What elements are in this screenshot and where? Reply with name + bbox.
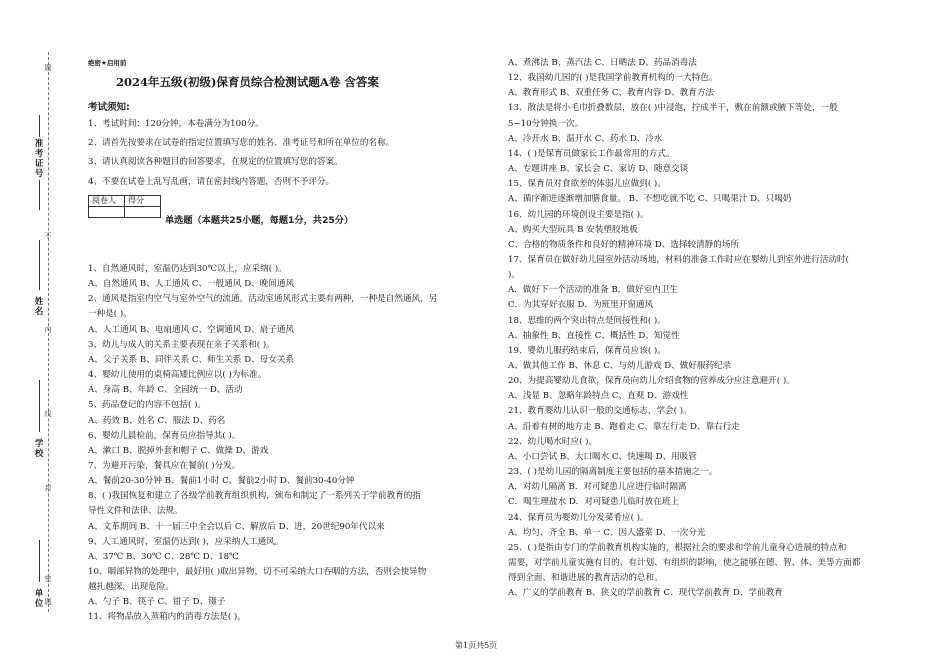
- grader-table: [88, 195, 161, 218]
- exam-number-label: 准考证号: [34, 138, 44, 178]
- seal-mark: 题: [44, 598, 52, 606]
- question-line: A、小口尝试 B、大口喝水 C、快速喝 D、用吸管: [508, 451, 697, 462]
- notice-item: 4、不要在试卷上乱写乱画，请在密封线内答题，否则不予评分。: [88, 177, 335, 187]
- unit-label: 单位: [34, 588, 44, 608]
- question-line: A．做好下一个活动的准备 B．做好室内卫生: [508, 285, 678, 296]
- score-label: 得分: [125, 196, 161, 207]
- question-line: A、循序渐进逐渐增加膳食量。 B、不想吃就不吃 C、只喝果汁 D、只喝奶: [508, 194, 792, 205]
- name-label: 姓名: [34, 296, 44, 316]
- question-line: A、餐前20-30分钟 B、餐前1小时 C、餐前2小时 D、餐前30-40分钟: [88, 476, 355, 487]
- question-line: 5~10分钟换一次。: [508, 118, 584, 129]
- exam-number-field[interactable]: [39, 115, 40, 137]
- question-line: A、抽象性 B、直接性 C、概括性 D、知觉性: [508, 330, 680, 341]
- seal-mark: 密: [44, 575, 52, 583]
- question-line: A、广义的学前教育 B、狭义的学前教育 C、现代学前教育 D、学前教育: [508, 588, 783, 599]
- question-line: A、文革期间 B、十一届三中全会以后 C、解放后 D、进，20世纪90年代以来: [88, 521, 385, 532]
- question-line: 23、( )是幼儿园的隔离制度主要包括的基本措施之一。: [508, 467, 718, 478]
- question-line: 25、( )是指由专门的学前教育机构实施的，根据社会的要求和学前儿童身心进展的特点和: [508, 542, 847, 553]
- seal-mark: 不: [44, 232, 52, 240]
- question-line: 11、将物品放入蒸箱内的消毒方法是( )。: [88, 612, 246, 623]
- notice-heading: 考试须知:: [88, 102, 130, 113]
- notice-item: 3、请认真阅读各种题目的回答要求，在规定的位置填写您的答案。: [88, 157, 343, 167]
- question-line: A、沿着有树的地方走 B、跑着走 C、靠左行走 D、靠右行走: [508, 421, 740, 432]
- question-line: 1、自然通风时，室温仍达到30℃以上，应采纳( )。: [88, 264, 287, 274]
- question-line: 导性文件和法律、法规。: [88, 506, 183, 517]
- question-line: 13、散法是将小毛巾折叠数层，放在( )中浸泡，拧成半干，敷在前额或腋下等处，一般: [508, 103, 838, 114]
- question-line: A、均匀、齐全 B、单一 C、因人盛菜 D、一次分光: [508, 527, 706, 538]
- question-line: C、合格的物质条件和良好的精神环境 D、选择较清静的场所: [508, 239, 740, 250]
- question-line: A、冷开水 B、温开水 C、药水 D、冷水: [508, 133, 663, 144]
- question-line: 4、婴幼儿使用的桌椅高矮比例应以( )为标准。: [88, 370, 267, 381]
- page-title: 2024年五级(初级)保育员综合检测试题A卷 含答案: [116, 75, 379, 89]
- question-line: A、专题讲座 B、家长会 C、家访 D、随意交谈: [508, 164, 689, 175]
- question-line: A、药效 B、姓名 C、服法 D、药名: [88, 415, 226, 426]
- question-line: A、浅显 B、忽略年龄特点 C、直观 D、游戏性: [508, 391, 689, 402]
- question-line: A、自然通风 B、人工通风 C、一般通风 D、晚间通风: [88, 279, 295, 290]
- exam-number-field-lower[interactable]: [39, 180, 40, 210]
- question-line: 2、通风是指室内空气与室外空气的流通。活动室通风形式主要有两种，一种是自然通风，另: [88, 294, 438, 305]
- page-footer: 第1页共5页: [455, 641, 498, 650]
- question-line: )。: [508, 270, 520, 281]
- question-line: 21、教育婴幼儿认识一般的交通标志，学会( )。: [508, 406, 692, 417]
- question-line: 3、幼儿与成人的关系主要表现在亲子关系和( )。: [88, 339, 275, 350]
- question-line: 一种是( )。: [88, 309, 132, 320]
- question-line: 20、为提高婴幼儿食欲，保育员向幼儿介绍食物的营养成分应注意避开( )。: [508, 376, 795, 387]
- question-line: C．为其穿好衣服 D．为班里开窗通风: [508, 300, 654, 311]
- question-line: A、勺子 B、筷子 C、钳子 D、镊子: [88, 597, 226, 608]
- question-line: 得到全面、和谐进展的教育活动的总和。: [508, 573, 663, 584]
- question-line: 15、保育员对食欲差的体弱儿应做到( )。: [508, 179, 666, 190]
- question-line: A、身高 B、年龄 C、全园统一 D、活动: [88, 385, 243, 396]
- seal-mark: 题: [44, 64, 52, 72]
- seal-mark: 线: [44, 410, 52, 418]
- question-line: 12、我国幼儿园的( )是我国学前教育机构的一大特色。: [508, 73, 718, 84]
- question-line: 需要，对学前儿童实施有目的、有计划、有组织的影响，使之能够在德、智、体、美等方面都: [508, 557, 861, 568]
- question-line: 5、药品登记的内容不包括( )。: [88, 400, 207, 411]
- question-line: A、购买大型玩具 B 安装塑胶地板: [508, 224, 638, 235]
- question-line: A、37℃ B、30℃ C、28℃ D、18℃: [88, 551, 239, 562]
- question-line: A、父子关系 B、同伴关系 C、师生关系 D、母女关系: [88, 354, 295, 365]
- unit-field[interactable]: [39, 540, 40, 582]
- seal-mark: 内: [44, 326, 52, 334]
- question-line: 14、( )是保育员做家长工作最常用的方式。: [508, 148, 675, 159]
- question-line: 6、婴幼儿晨检前，保育员应指导其( )。: [88, 430, 241, 441]
- question-line: 18、思维的两个突出特点是间接性和( )。: [508, 315, 666, 326]
- grader-cell[interactable]: [89, 207, 125, 218]
- score-cell[interactable]: [125, 207, 161, 218]
- question-line: A、教育形式 B、双重任务 C、教育内容 D、教育方法: [508, 88, 715, 99]
- question-line: A、做其他工作 B、休息 C、与幼儿游戏 D、做好服药纪录: [508, 361, 732, 371]
- question-line: 8、( )我国恢复和建立了各级学前教育组织机构，颁布和制定了一系列关于学前教育的指: [88, 491, 421, 502]
- question-line: A、人工通风 B、电扇通风 C、空调通风 D、扇子通风: [88, 324, 295, 335]
- question-line: 越扎越深，出现危险。: [88, 582, 174, 593]
- notice-item: 2、请首先按要求在试卷的指定位置填写您的姓名、准考证号和所在单位的名称。: [88, 138, 395, 148]
- question-line: 9、人工通风时，室温仍达到( )，应采纳人工通风。: [88, 536, 284, 547]
- question-line: A、煮沸法 B、蒸汽法 C、日晒法 D、药品消毒法: [508, 58, 697, 68]
- question-line: 24、保育员为婴幼儿分发菜肴应( )。: [508, 512, 649, 523]
- school-label: 学校: [34, 438, 44, 458]
- question-line: 16、幼儿园的环境创设主要是指( )。: [508, 209, 649, 220]
- question-line: 10、咽部异物的处理中，最好用( )取出异物，切不可采纳大口吞咽的方法，否则会使异物: [88, 567, 427, 577]
- question-line: A、漱口 B、脱掉外套和帽子 C、做操 D、游戏: [88, 445, 269, 456]
- school-field[interactable]: [39, 380, 40, 432]
- question-line: 19、婴幼儿服药结束后，保育员应该( )。: [508, 345, 666, 356]
- question-line: 17、保育员在做好幼儿园室外活动场地，材料的准备工作时应在婴幼儿到室外进行活动时(: [508, 254, 849, 265]
- grader-label: 阅卷人: [89, 196, 125, 207]
- question-line: A．对幼儿隔离 B．对可疑患儿应进行临时隔离: [508, 482, 687, 493]
- seal-mark: 封: [44, 484, 52, 492]
- secret-label: 绝密★启用前: [88, 59, 127, 67]
- question-line: C．喝生理盐水 D．对可疑患儿临时放在班上: [508, 497, 679, 508]
- question-line: 22、幼儿喝水时应( )。: [508, 436, 598, 447]
- name-field[interactable]: [39, 240, 40, 290]
- question-line: 7、为避开污染，餐具应在餐前( )分发。: [88, 460, 241, 471]
- notice-item: 1、考试时间：120分钟，本卷满分为100分。: [88, 119, 264, 129]
- section-title: 单选题（本题共25小题，每题1分，共25分）: [165, 215, 354, 226]
